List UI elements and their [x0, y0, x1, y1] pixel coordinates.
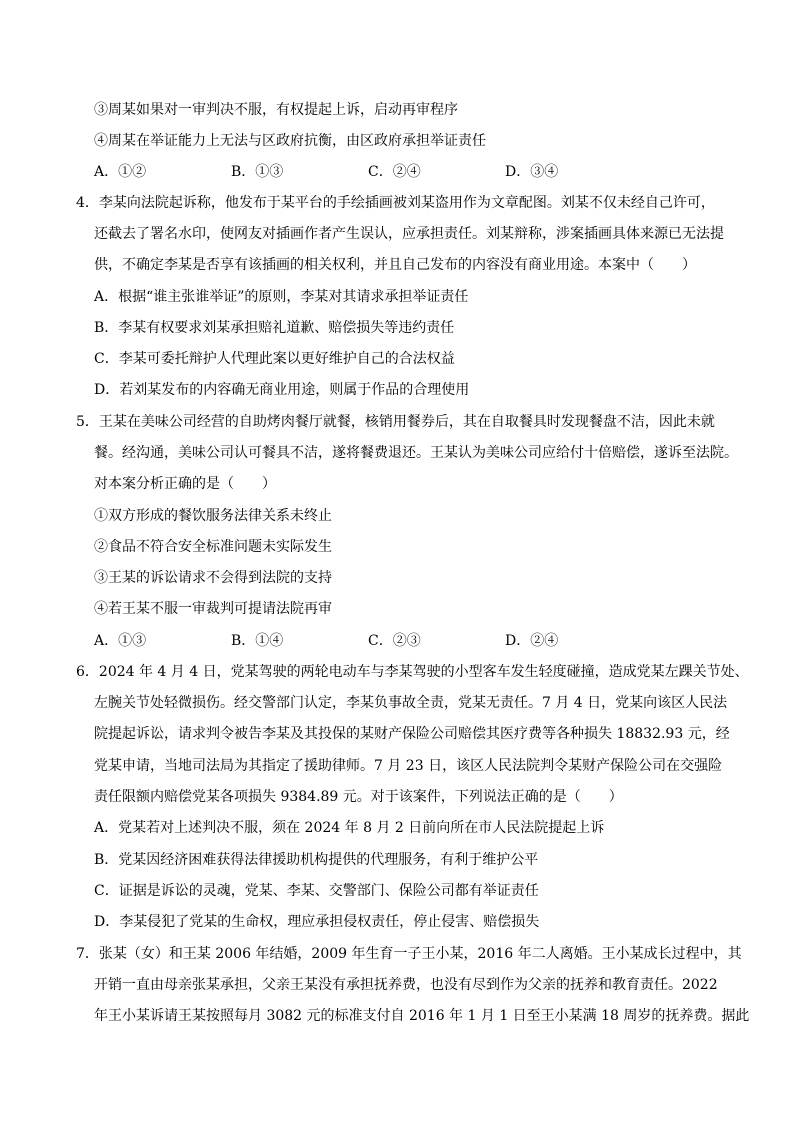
q5-stem-line-2: 餐。经沟通，美味公司认可餐具不洁，遂将餐费退还。王某认为美味公司应给付十倍赔偿，遂诉至法院。 — [94, 445, 738, 461]
q4-option-c: C．李某可委托辩护人代理此案以更好维护自己的合法权益 — [94, 351, 455, 367]
q7-stem-line-2: 开销一直由母亲张某承担，父亲王某没有承担抚养费，也没有尽到作为父亲的抚养和教育责任。2022 — [94, 977, 718, 993]
q3-statement-3: ③周某如果对一审判决不服，有权提起上诉，启动再审程序 — [94, 102, 458, 118]
q4-stem-line-3: 供，不确定李某是否享有该插画的相关权利，并且自己发布的内容没有商业用途。本案中（ ） — [94, 257, 696, 273]
q3-option-b: B．①③ — [231, 164, 284, 180]
q6-stem-line-4: 党某申请，当地司法局为其指定了援助律师。7 月 23 日，该区人民法院判令某财产保险公司在交强险 — [94, 758, 723, 774]
q5-options — [94, 632, 654, 650]
q6-option-c: C．证据是诉讼的灵魂，党某、李某、交警部门、保险公司都有举证责任 — [94, 883, 539, 899]
q7-stem-line-3: 年王小某诉请王某按照每月 3082 元的标准支付自 2016 年 1 月 1 日至王小某满 18 周岁的抚养费。据此 — [94, 1008, 750, 1024]
q5-statement-4: ④若王某不服一审裁判可提请法院再审 — [94, 601, 332, 617]
q3-option-a: A．①② — [94, 164, 147, 180]
q5-stem-line-3: 对本案分析正确的是（ ） — [94, 476, 276, 492]
q6-stem-line-2: 左腕关节处轻微损伤。经交警部门认定，李某负事故全责，党某无责任。7 月 4 日，党某向该区人民法 — [94, 695, 728, 711]
q5-option-a: A．①③ — [94, 633, 147, 649]
q5-option-b: B．①④ — [231, 633, 284, 649]
q4-stem-line-1: 4．李某向法院起诉称，他发布于某平台的手绘插画被刘某盗用作为文章配图。刘某不仅未经自己许可， — [76, 195, 715, 211]
q6-stem-line-1: 6．2024 年 4 月 4 日，党某驾驶的两轮电动车与李某驾驶的小型客车发生轻度碰撞，造成党某左踝关节处、 — [76, 664, 749, 680]
q4-stem-line-2: 还截去了署名水印，使网友对插画作者产生误认，应承担责任。刘某辩称，涉案插画具体来源已无法提 — [94, 226, 724, 242]
q4-option-d: D．若刘某发布的内容确无商业用途，则属于作品的合理使用 — [94, 382, 470, 398]
q4-option-a: A．根据“谁主张谁举证”的原则，李某对其请求承担举证责任 — [94, 289, 469, 305]
q3-options — [94, 163, 654, 181]
q6-option-d: D．李某侵犯了党某的生命权，理应承担侵权责任，停止侵害、赔偿损失 — [94, 914, 540, 930]
q3-statement-4: ④周某在举证能力上无法与区政府抗衡，由区政府承担举证责任 — [94, 133, 486, 149]
q6-option-b: B．党某因经济困难获得法律援助机构提供的代理服务，有利于维护公平 — [94, 852, 539, 868]
q5-statement-1: ①双方形成的餐饮服务法律关系未终止 — [94, 508, 332, 524]
q5-stem-line-1: 5．王某在美味公司经营的自助烤肉餐厅就餐，核销用餐券后，其在自取餐具时发现餐盘不洁，因此未就 — [76, 414, 715, 430]
q4-option-b: B．李某有权要求刘某承担赔礼道歉、赔偿损失等违约责任 — [94, 320, 455, 336]
q6-stem-line-3: 院提起诉讼，请求判令被告李某及其投保的某财产保险公司赔偿其医疗费等各种损失 18832.93 元，经 — [94, 726, 730, 742]
q3-option-d: D．③④ — [505, 164, 559, 180]
q6-stem-line-5: 责任限额内赔偿党某各项损失 9384.89 元。对于该案件，下列说法正确的是（ ） — [94, 789, 623, 805]
q5-statement-2: ②食品不符合安全标准问题未实际发生 — [94, 539, 332, 555]
q6-option-a: A．党某若对上述判决不服，须在 2024 年 8 月 2 日前向所在市人民法院提起上诉 — [94, 820, 605, 836]
q7-stem-line-1: 7．张某（女）和王某 2006 年结婚，2009 年生育一子王小某，2016 年二人离婚。王小某成长过程中，其 — [76, 946, 742, 962]
q5-option-d: D．②④ — [505, 633, 559, 649]
q3-option-c: C．②④ — [368, 164, 421, 180]
q5-statement-3: ③王某的诉讼请求不会得到法院的支持 — [94, 570, 332, 586]
q5-option-c: C．②③ — [368, 633, 421, 649]
